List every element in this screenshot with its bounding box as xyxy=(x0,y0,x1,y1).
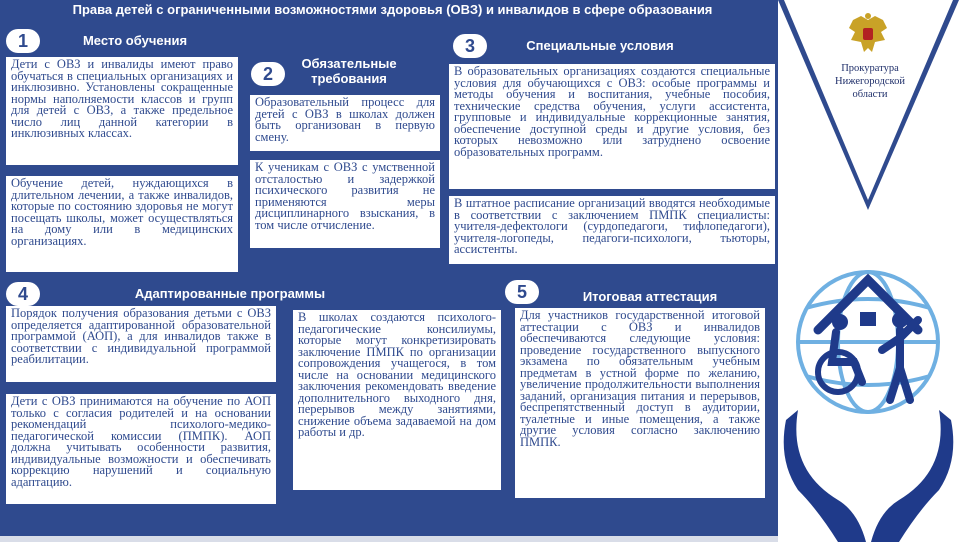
section-2-title: Обязательные требования xyxy=(301,56,397,86)
section-4-text-c: В школах создаются психолого-педагогические консилиумы, которые могут конкретизировать заключение ПМПК по организации сопровождения учащегося, в том числе на основании медицинского заключения рекомендовать введение дополнительного выходного дня, перерывов между занятиями, снижение объема задаваемой на дом работы и др. xyxy=(293,310,501,490)
bottom-stripe xyxy=(0,536,778,542)
section-1-text-a: Дети с ОВЗ и инвалиды имеют право обучаться в специальных организациях и инклюзивно. Установлены сокращенные нормы наполняемости классов и групп для детей с ОВЗ, а также предельное число лиц данной категории в инклюзивных классах. xyxy=(6,57,238,165)
section-3-title: Специальные условия xyxy=(526,38,674,53)
section-3-text-a: В образовательных организациях создаются специальные условия для обучающихся с ОВЗ: особые программы и методы обучения и воспитания, учебные пособия, технические средства обучения, услуги ассистента, групповые и индивидуальные коррекционные занятия, обеспечение доступной среды и другие условия, без которых невозможно или затруднено освоение образовательных программ. xyxy=(449,64,775,189)
org-line-1: Прокуратура xyxy=(841,63,899,74)
section-5-number: 5 xyxy=(505,280,539,304)
section-3-text-b: В штатное расписание организаций вводятся необходимые в соответствии с заключением ПМПК специалисты: учителя-дефектологи (сурдопедагоги, тифлопедагоги), учителя-логопеды, педагоги-психологи, тьюторы, ассистенты. xyxy=(449,196,775,264)
section-3-number: 3 xyxy=(453,34,487,58)
section-4-title: Адаптированные программы xyxy=(134,286,326,301)
org-line-2: Нижегородской xyxy=(835,76,905,87)
organization-name xyxy=(800,62,940,101)
section-2-text-b: К ученикам с ОВЗ с умственной отсталостью и задержкой психического развития не применяются меры дисциплинарного взыскания, в том числе отчисление. xyxy=(250,160,440,248)
section-1-title: Место обучения xyxy=(82,33,188,48)
section-5-title: Итоговая аттестация xyxy=(582,289,718,304)
section-4-number: 4 xyxy=(6,282,40,306)
section-2-text-a: Образовательный процесс для детей с ОВЗ в школах должен быть организован в первую смену. xyxy=(250,95,440,151)
accessible-education-logo-icon xyxy=(778,250,959,542)
section-1-number: 1 xyxy=(6,29,40,53)
section-1-text-b: Обучение детей, нуждающихся в длительном лечении, а также инвалидов, которые по состоянию здоровья не могут посещать школы, может осуществляться на дому или в медицинских организациях. xyxy=(6,176,238,272)
section-5-text-a: Для участников государственной итоговой аттестации с ОВЗ и инвалидов обеспечиваются следующие условия: проведение государственного выпускного экзамена по обязательным учебным предметам в устной форме по желанию, увеличение продолжительности выполнения заданий, организация питания и перерывов, беспрепятственный доступ в аудитории, туалетные и иные помещения, а также другие условия согласно заключению ПМПК. xyxy=(515,308,765,498)
double-headed-eagle-emblem-icon xyxy=(845,12,891,56)
org-line-3: области xyxy=(852,89,888,100)
page-title: Права детей с ограниченными возможностями здоровья (ОВЗ) и инвалидов в сфере образования xyxy=(72,2,713,17)
section-2-number: 2 xyxy=(251,62,285,86)
section-4-text-a: Порядок получения образования детьми с ОВЗ определяется адаптированной образовательной программой (АОП), а для инвалидов также в соответствии с индивидуальной программой реабилитации. xyxy=(6,306,276,382)
section-4-text-b: Дети с ОВЗ принимаются на обучение по АОП только с согласия родителей и на основании рекомендаций психолого-медико-педагогической комиссии (ПМПК). АОП должна учитывать особенности развития, индивидуальные возможности и обеспечивать коррекцию нарушений и социальную адаптацию. xyxy=(6,394,276,504)
